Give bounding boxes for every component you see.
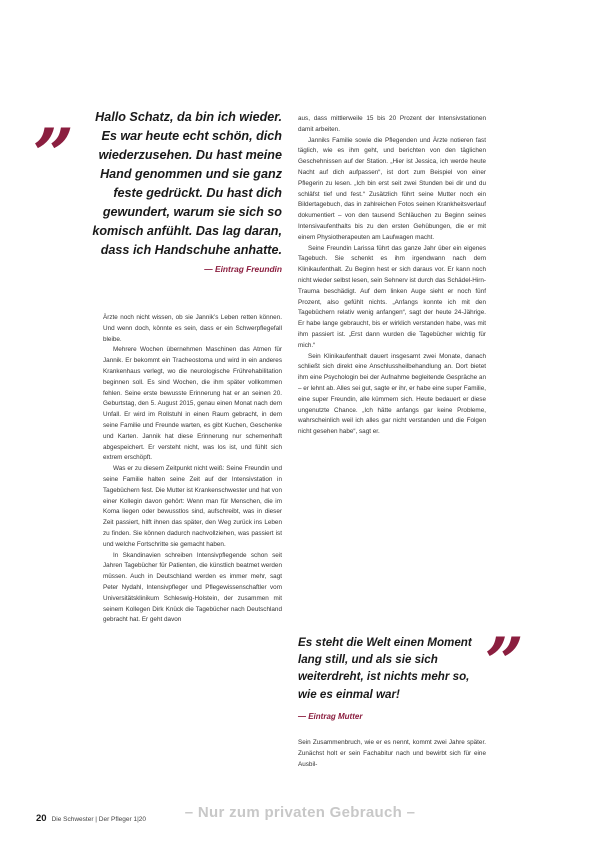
paragraph: In Skandinavien schreiben Intensivpflegende schon seit Jahren Tagebücher für Patienten, die künstlich beatmet werden müssen. Auch in Deutschland werden es immer mehr, sagt Peter Nydahl, Intensivpfleger und Pflegewissenschaftler vom Universitätsklinikum Schleswig-Holstein, der zusammen mit seinem Kollegen Dirk Knück die Tagebücher nach Deutschland gebracht hat. Er geht davon [103,551,282,624]
quote-mark-icon: „ [486,584,526,664]
paragraph: Sein Zusammenbruch, wie er es nennt, kommt zwei Jahre später. Zunächst holt er sein Fachabitur nach und bewirbt sich für eine Ausbil- [298,739,486,768]
pull-quote-attribution: — Eintrag Mutter [298,712,363,721]
pull-quote-attribution: — Eintrag Freundin [204,264,282,274]
paragraph: Ärzte noch nicht wissen, ob sie Jannik’s Leben retten können. Und wenn doch, könnte es sein, dass er ein Schwerpflegefall bleibe. [103,314,282,343]
publication-name: Die Schwester | Der Pfleger 1|20 [51,816,146,823]
paragraph: Janniks Familie sowie die Pflegenden und Ärzte notieren fast täglich, wie es ihm geht, und berichten von den täglichen Geschehnissen auf der Station. „Hier ist Jessica, ich werde heute Nacht auf dich aufpassen“, ist dort zum Beispiel von einer Pflegerin zu lesen. „Ich bin erst seit zwei Stunden bei dir und du schläfst tief und fest.“ Zusätzlich führt seine Mutter noch ein Bildertagebuch, das in zahlreichen Fotos seinen Krankheitsverlauf dokumentiert – von den tausend Schläuchen zu Beginn seines Intensivaufenthalts bis zu den ersten Gehübungen, die er mit einem Physiotherapeuten am Laufwagen macht. [298,136,486,241]
paragraph: Sein Klinikaufenthalt dauert insgesamt zwei Monate, danach schließt sich direkt eine Anschlussheilbehandlung an. Dort bietet ihm eine Psychologin bei der Aufnahme begleitende Gespräche an – er lehnt ab. Alles sei gut, sagte er ihr, er habe eine super Familie, eine super Freundin, alle kümmern sich. Heute bedauert er diese ungenutzte Chance. „Ich hätte anfangs gar keine Probleme, wahrscheinlich weil ich alles gar nicht verstanden und die Folgen nicht gesehen habe“, sagt er. [298,352,486,436]
paragraph: Mehrere Wochen übernehmen Maschinen das Atmen für Jannik. Er bekommt ein Tracheostoma und wird in ein anderes Krankenhaus verlegt, wo die neurologische Frührehabilitation beginnen soll. Es sind Wochen, die ihm später vollkommen fehlen. Seine erste bewusste Erinnerung hat er an seinen 20. Geburtstag, den 5. August 2015, genau einen Monat nach dem Unfall. Er wird im Rollstuhl in einen Raum gebracht, in dem seine Familie und Freunde warten, es gibt Kuchen, Geschenke und Karten. Jannik hat diese Erinnerung nur schemenhaft abgespeichert. Er versteht nicht, was los ist, und fühlt sich extrem erschöpft. [103,346,282,462]
paragraph: Seine Freundin Larissa führt das ganze Jahr über ein eigenes Tagebuch. Sie schenkt es ihm irgendwann nach dem Klinikaufenthalt. Zu Beginn hest er sich daraus vor. Er kann noch nicht wieder selbst lesen, sein Sehnerv ist durch das Schädel-Hirn-Trauma beschädigt. Auf dem linken Auge sieht er noch fünf Prozent, also gefühlt nichts. „Anfangs konnte ich mit den Tagebüchern relativ wenig anfangen“, sagt der heute 24-Jährige. Er habe lange gebraucht, bis er wirklich verstanden habe, was mit ihm passiert ist. „Erst dann wurden die Tagebücher wichtig für mich.“ [298,244,486,349]
page-footer [36,813,146,824]
article-column-left [103,313,282,626]
watermark: – Nur zum privaten Gebrauch – [184,804,416,821]
quote-mark-icon: „ [34,71,76,156]
article-column-right-top [298,114,486,438]
page-number: 20 [36,813,47,824]
paragraph: Was er zu diesem Zeitpunkt nicht weiß: Seine Freundin und seine Familie halten seine Zeit auf der Intensivstation in Tagebüchern fest. Die Mutter ist Krankenschwester und hat von einer Kollegin davon gehört: Wenn man für Menschen, die im Koma liegen oder bewusstlos sind, aufschreibt, was in dieser Zeit passiert, hilft ihnen das später, den Weg zurück ins Leben zu finden. Sie können dadurch nachvollziehen, was passiert ist und welche Fortschritte sie gemacht haben. [103,465,282,548]
pull-quote-girlfriend: Hallo Schatz, da bin ich wieder. Es war heute echt schön, dich wiederzusehen. Du hast meine Hand genommen und sie ganz feste gedrückt. Du hast dich gewundert, warum sie sich so komisch anfühlt. Das lag daran, dass ich Handschuhe anhatte. [92,110,282,257]
pull-quote-mother: Es steht die Welt einen Moment lang still, und als sie sich weiterdreht, ist nichts mehr so, wie es einmal war! [298,636,472,701]
paragraph: aus, dass mittlerweile 15 bis 20 Prozent der Intensivstationen damit arbeiten. [298,115,486,133]
article-column-right-bottom [298,738,486,770]
